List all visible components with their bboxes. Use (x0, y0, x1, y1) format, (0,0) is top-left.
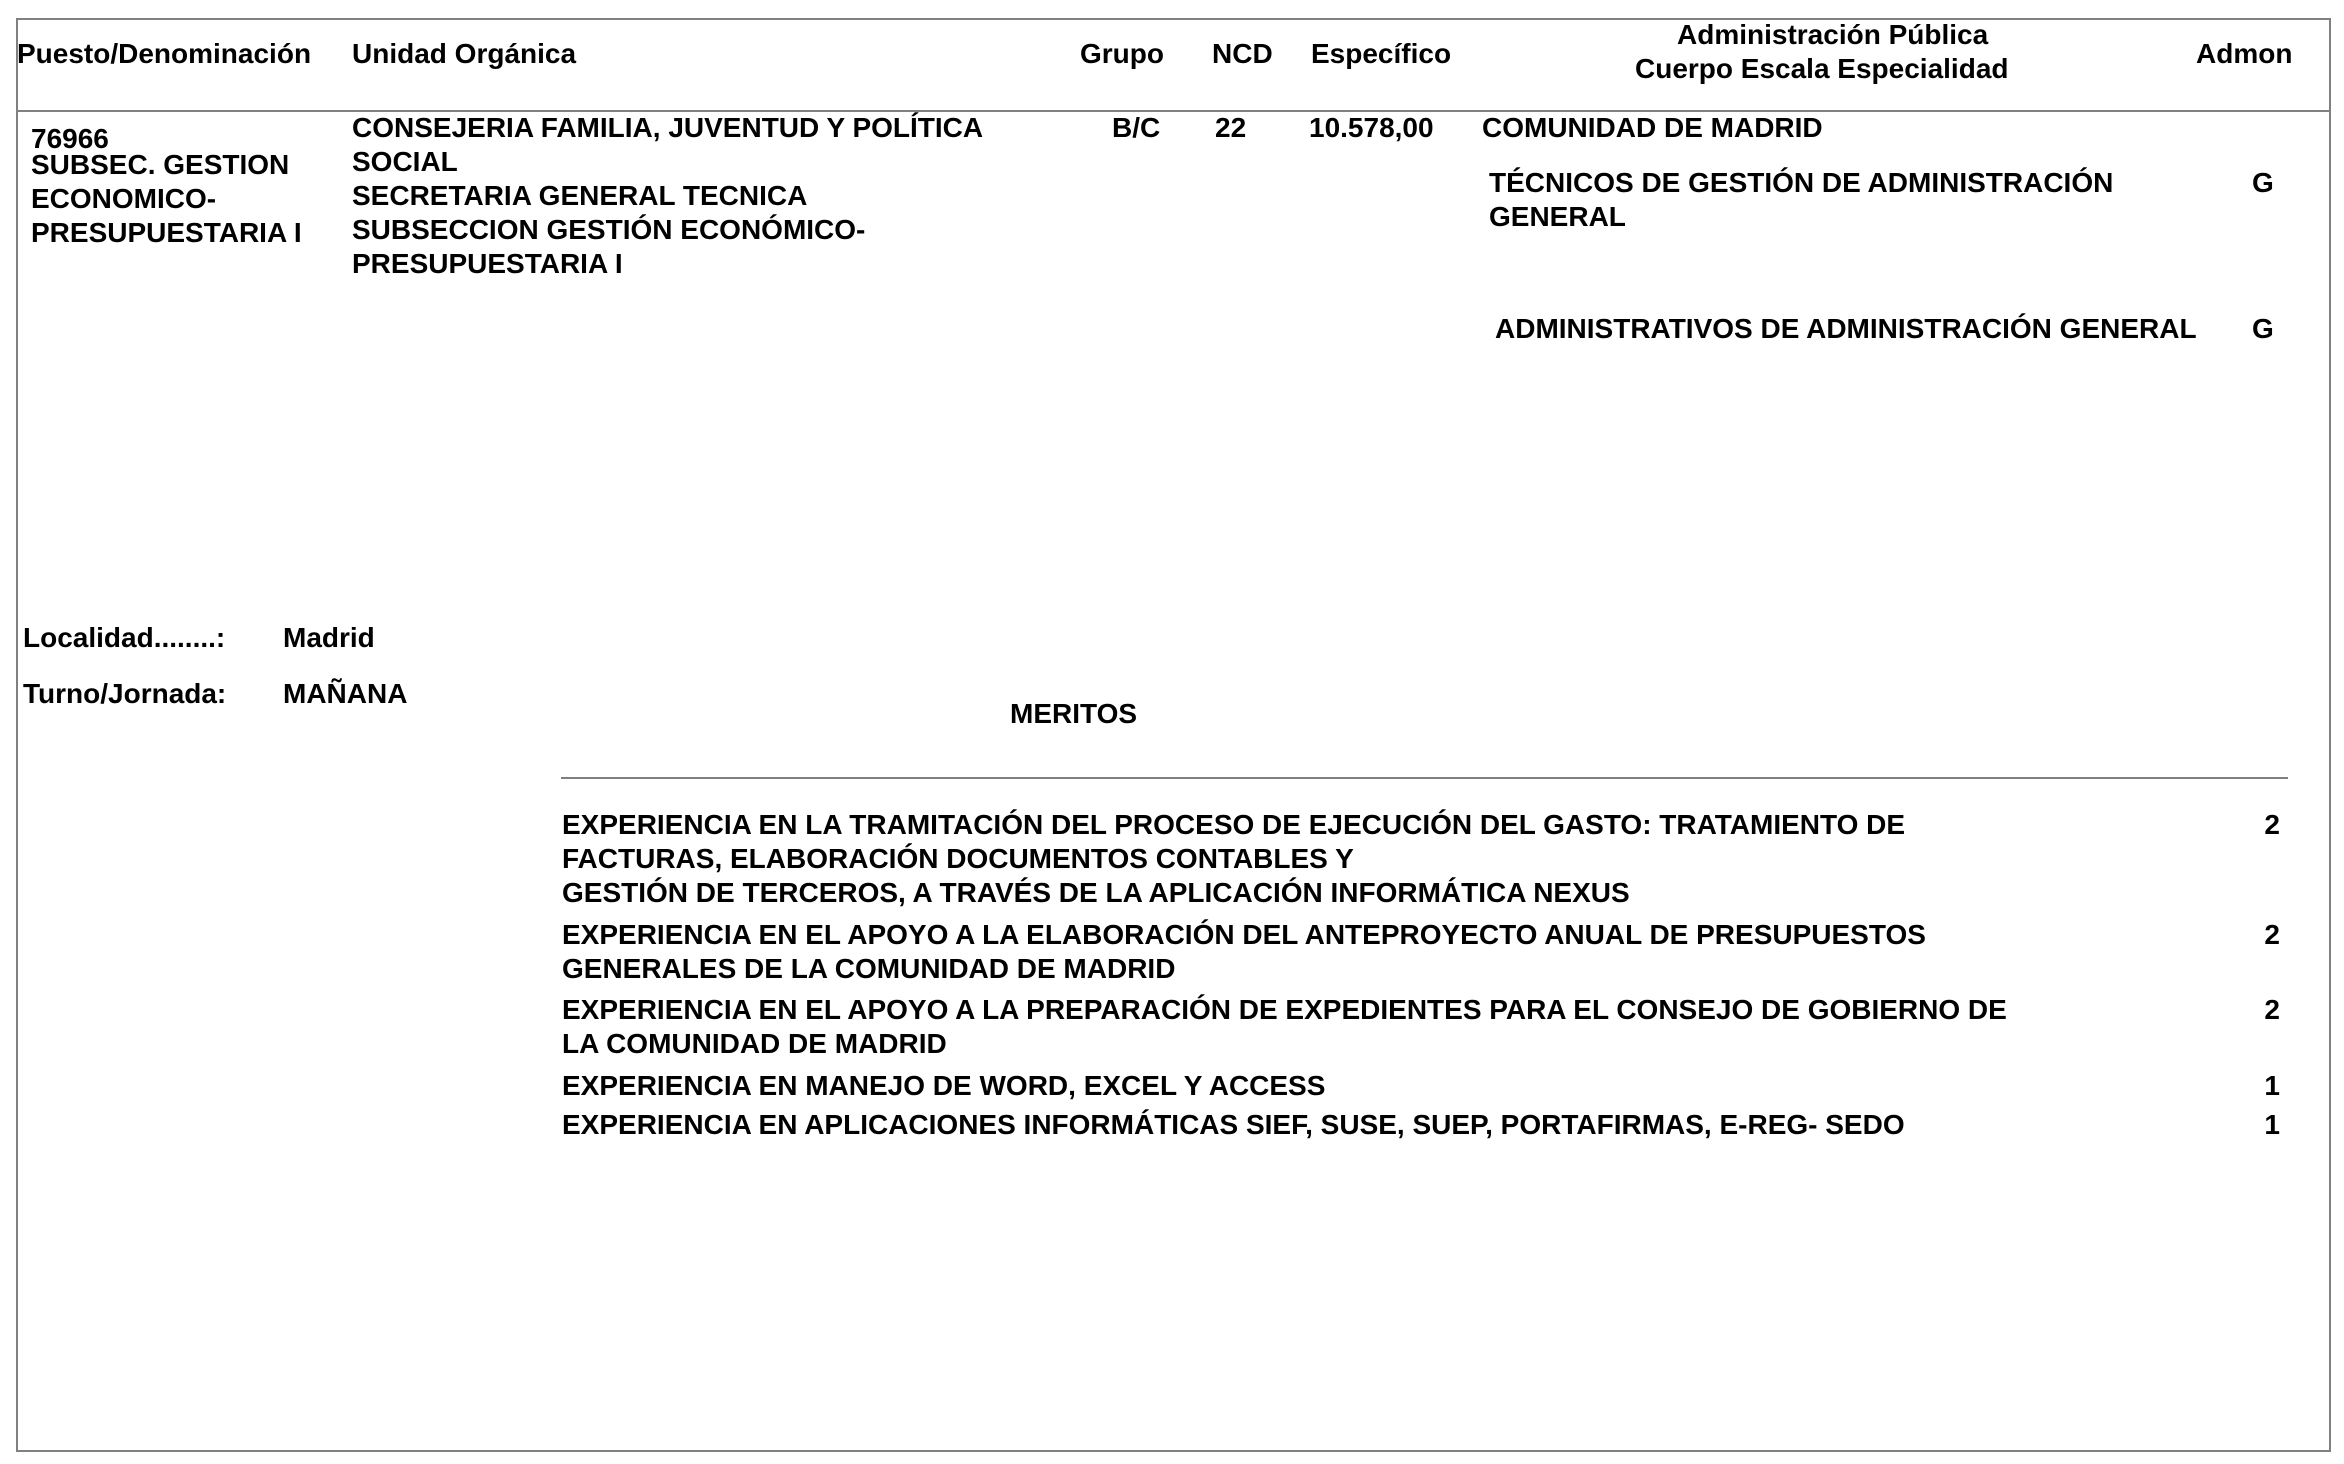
denominacion-line: ECONOMICO- (31, 183, 217, 214)
especifico-value: 10.578,00 (1309, 112, 1434, 143)
merito-line: FACTURAS, ELABORACIÓN DOCUMENTOS CONTABLES Y (562, 843, 1354, 874)
header-admon: Admon (2196, 38, 2293, 69)
unidad-line: SUBSECCION GESTIÓN ECONÓMICO- (352, 214, 866, 245)
ncd-value: 22 (1215, 112, 1247, 143)
meritos-title: MERITOS (1010, 698, 1138, 729)
merito-line: GESTIÓN DE TERCEROS, A TRAVÉS DE LA APLICACIÓN INFORMÁTICA NEXUS (562, 877, 1630, 908)
header-grupo: Grupo (1080, 38, 1164, 69)
cuerpo-entry (1495, 312, 2197, 346)
grupo-value: B/C (1112, 112, 1161, 143)
merito-score: 2 (2264, 809, 2280, 840)
cuerpo-line: ADMINISTRATIVOS DE ADMINISTRACIÓN GENERAL (1495, 313, 2197, 344)
turno-label: Turno/Jornada: (23, 678, 227, 709)
merito-line: GENERALES DE LA COMUNIDAD DE MADRID (562, 953, 1176, 984)
unidad-organica (352, 111, 983, 281)
cuerpo-line: TÉCNICOS DE GESTIÓN DE ADMINISTRACIÓN (1489, 167, 2114, 198)
merito-line: EXPERIENCIA EN MANEJO DE WORD, EXCEL Y ACCESS (562, 1070, 1326, 1101)
header-ncd: NCD (1212, 38, 1273, 69)
merito-line: LA COMUNIDAD DE MADRID (562, 1028, 947, 1059)
cuerpo-entry (1489, 166, 2113, 234)
localidad-label: Localidad........: (23, 622, 226, 653)
denominacion-line: PRESUPUESTARIA I (31, 217, 302, 248)
header-unidad: Unidad Orgánica (352, 38, 577, 69)
localidad-value: Madrid (283, 622, 375, 653)
cuerpo-line: GENERAL (1489, 201, 1626, 232)
merito-score: 1 (2264, 1070, 2280, 1101)
merito-score: 1 (2264, 1109, 2280, 1140)
unidad-line: SECRETARIA GENERAL TECNICA (352, 180, 808, 211)
cuerpo-admon: G (2252, 167, 2274, 198)
header-especifico: Específico (1311, 38, 1452, 69)
denominacion-line: SUBSEC. GESTION (31, 149, 290, 180)
unidad-line: PRESUPUESTARIA I (352, 248, 623, 279)
merito-line: EXPERIENCIA EN APLICACIONES INFORMÁTICAS SIEF, SUSE, SUEP, PORTAFIRMAS, E-REG- SEDO (562, 1109, 1905, 1140)
header-admin-line2: Cuerpo Escala Especialidad (1635, 53, 2009, 84)
administracion-value: COMUNIDAD DE MADRID (1482, 112, 1823, 143)
merito-line: EXPERIENCIA EN EL APOYO A LA PREPARACIÓN DE EXPEDIENTES PARA EL CONSEJO DE GOBIERNO DE (562, 994, 2007, 1025)
merito-score: 2 (2264, 994, 2280, 1025)
merito-score: 2 (2264, 919, 2280, 950)
merito-line: EXPERIENCIA EN LA TRAMITACIÓN DEL PROCESO DE EJECUCIÓN DEL GASTO: TRATAMIENTO DE (562, 809, 1906, 840)
turno-value: MAÑANA (283, 678, 408, 709)
header-admin-line1: Administración Pública (1677, 19, 1989, 50)
puesto-denominacion (31, 148, 302, 250)
header-puesto: Puesto/Denominación (17, 38, 312, 69)
unidad-line: CONSEJERIA FAMILIA, JUVENTUD Y POLÍTICA (352, 112, 984, 143)
puesto-code: 76966 (31, 123, 109, 154)
merito-line: EXPERIENCIA EN EL APOYO A LA ELABORACIÓN DEL ANTEPROYECTO ANUAL DE PRESUPUESTOS (562, 919, 1926, 950)
meritos-separator (561, 777, 2288, 779)
unidad-line: SOCIAL (352, 146, 458, 177)
cuerpo-admon: G (2252, 313, 2274, 344)
